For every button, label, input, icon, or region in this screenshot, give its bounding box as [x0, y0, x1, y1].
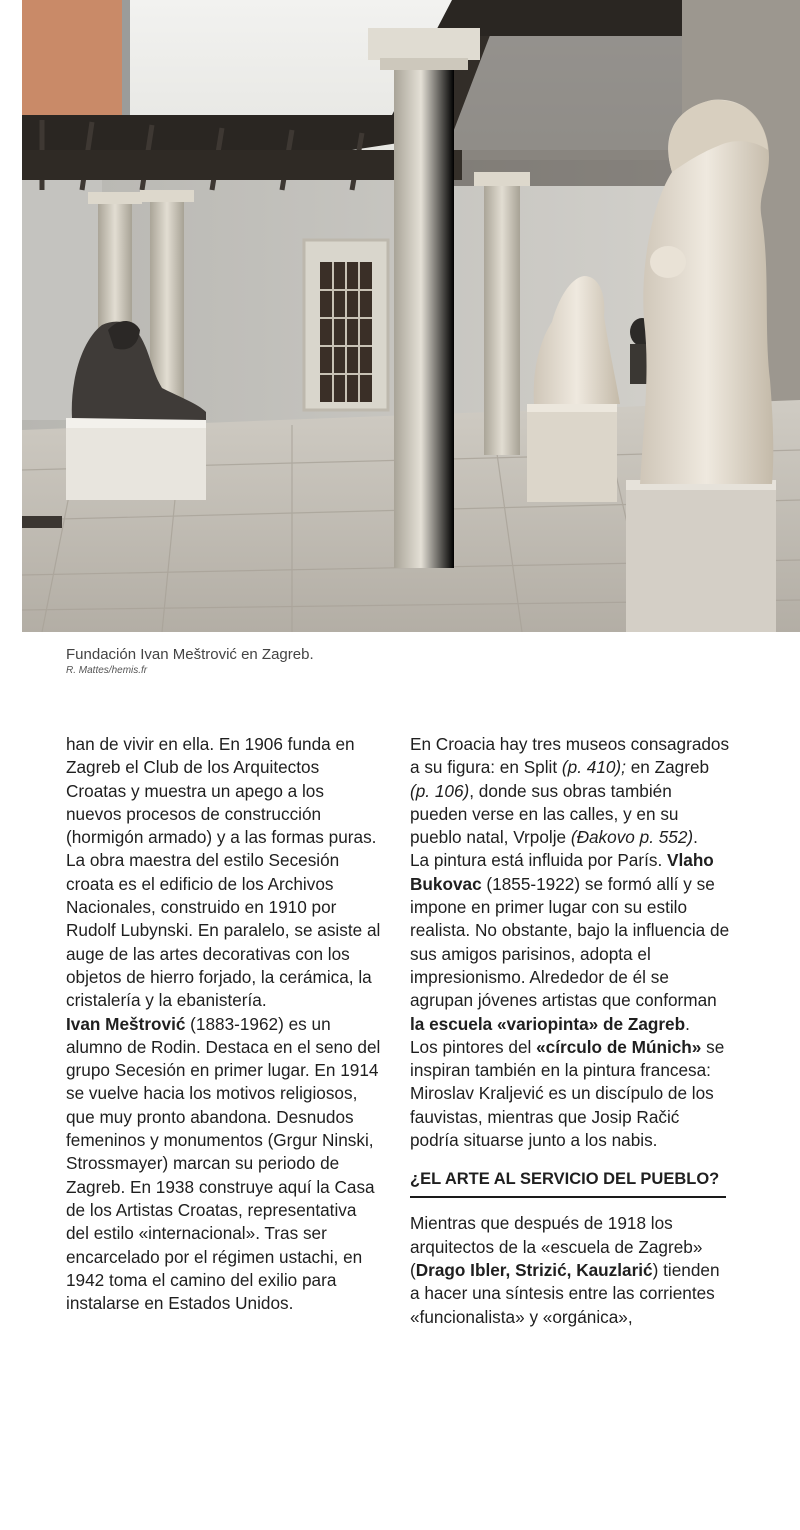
- paragraph-text: (1855-1922) se formó allí y se impone en primer lugar con su estilo realista. No obstante, bajo la influencia de sus amigos parisinos, adopta el impresionismo. Alrededor de él se agrupan jóvenes artistas que conforman: [410, 873, 730, 1011]
- paragraph-text: La pintura está influida por París.: [410, 850, 668, 871]
- page-reference: (p. 106): [410, 780, 470, 801]
- paragraph: han de vivir en ella. En 1906 funda en Zagreb el Club de los Arquitectos Croatas y muestra un apego a los nuevos procesos de construcción (hormigón armado) y a las formas puras.: [66, 734, 377, 848]
- paragraph-text: .: [693, 827, 698, 848]
- paragraph-text: Los pintores del: [410, 1036, 537, 1057]
- paragraph: [410, 1212, 730, 1328]
- paragraph-text: En Croacia hay tres museos consagrados a su figura: en Split: [410, 734, 730, 778]
- paragraph-text: en Zagreb: [625, 757, 710, 778]
- bold-name: Vlaho Bukovac: [410, 850, 714, 894]
- paragraph: [410, 849, 730, 1035]
- paragraph: La obra maestra del estilo Secesión croata es el edificio de los Archivos Nacionales, construido en 1910 por Rudolf Lubynski. En paralelo, se asiste al auge de las artes decorativas con los objetos de hierro forjado, la cerámica, la cristalería y la ebanistería.: [66, 850, 381, 1011]
- paragraph-text: (1883-1962) es un alumno de Rodin. Destaca en el seno del grupo Secesión en primer lugar. En 1914 se vuelve hacia los motivos religiosos, que muy pronto abandona. Desnudos femeninos y monumentos (Grgur Ninski, Strossmayer) marcan su periodo de Zagreb. En 1938 construye aquí la Casa de los Artistas Croatas, representativa del estilo «internacional». Tras ser encarcelado por el régimen ustachi, en 1942 toma el camino del exilio para instalarse en Estados Unidos.: [66, 1013, 381, 1314]
- paragraph: [410, 733, 730, 849]
- photo-caption: [66, 646, 766, 678]
- left-column: [66, 733, 382, 1315]
- paragraph-text: ) tienden a hacer una síntesis entre las corrientes «funcionalista» y «orgánica»,: [410, 1259, 720, 1327]
- paragraph-text: Mientras que después de 1918 los arquitectos de la «escuela de Zagreb» (: [410, 1213, 703, 1280]
- paragraph-text: se inspiran también en la pintura francesa: Miroslav Kraljević es un discípulo de los fauvistas, mientras que Josip Račić podría situarse junto a los nabis.: [410, 1036, 725, 1151]
- page-reference: (Đakovo p. 552): [570, 827, 694, 848]
- bold-phrase: la escuela «variopinta» de Zagreb: [410, 1013, 686, 1034]
- photo-credit: R. Mattes/hemis.fr: [66, 665, 148, 676]
- paragraph-text: , donde sus obras también pueden verse en las calles, y en su pueblo natal, Vrpolje: [410, 780, 679, 848]
- paragraph: [66, 1013, 382, 1316]
- courtyard-photo: [22, 0, 800, 632]
- spacer: [410, 1198, 730, 1212]
- paragraph: [410, 1036, 730, 1152]
- section-subheading: ¿EL ARTE AL SERVICIO DEL PUEBLO?: [410, 1168, 726, 1198]
- page-reference: (p. 410);: [561, 757, 626, 778]
- caption-text: Fundación Ivan Meštrović en Zagreb.: [66, 646, 314, 663]
- bold-names: Drago Ibler, Strizić, Kauzlarić: [415, 1259, 653, 1280]
- paragraph-text: .: [685, 1013, 690, 1034]
- courtyard-illustration: [22, 0, 800, 632]
- bold-phrase: «círculo de Múnich»: [536, 1036, 702, 1057]
- right-column: [410, 733, 730, 1329]
- bold-name: Ivan Meštrović: [66, 1013, 186, 1034]
